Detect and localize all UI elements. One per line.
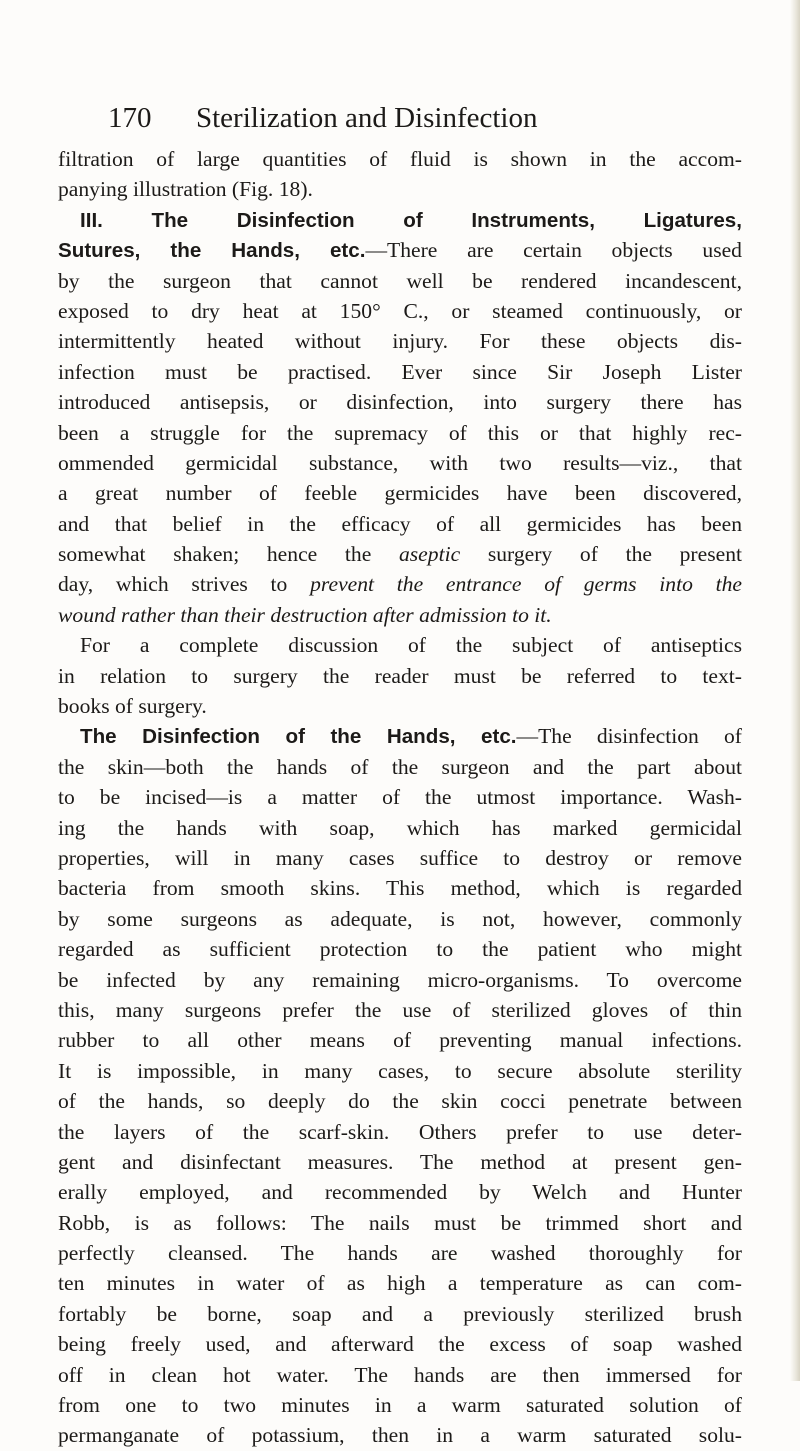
text-line — [58, 357, 742, 387]
text-line — [58, 1177, 742, 1207]
text-run: fortably be borne, soap and a previously sterilized brush — [58, 1301, 742, 1326]
text-line — [58, 752, 742, 782]
text-run: exposed to dry heat at 150° C., or steamed continuously, or — [58, 298, 742, 323]
text-run: be infected by any remaining micro-organisms. To overcome — [58, 967, 742, 992]
text-run: by the surgeon that cannot well be rendered incandescent, — [58, 268, 742, 293]
bold-heading: Sutures, the Hands, etc. — [58, 239, 366, 263]
text-run: from one to two minutes in a warm saturated solution of — [58, 1393, 742, 1418]
text-run: bacteria from smooth skins. This method, which is regarded — [58, 876, 742, 901]
text-line — [58, 1086, 742, 1116]
text-line — [58, 995, 742, 1025]
text-run: to be incised—is a matter of the utmost importance. Wash- — [58, 785, 742, 810]
text-run: regarded as sufficient protection to the patient who might — [58, 937, 742, 962]
text-line — [58, 235, 742, 265]
text-run: somewhat shaken; hence the — [58, 542, 399, 567]
text-line — [58, 1056, 742, 1086]
text-line — [58, 1268, 742, 1298]
page-header — [108, 98, 668, 138]
text-line — [58, 934, 742, 964]
text-run: permanganate of potassium, then in a warm saturated solu- — [58, 1423, 742, 1448]
text-run: ten minutes in water of as high a temperature as can com- — [58, 1271, 742, 1296]
text-run: surgery of the present — [460, 542, 742, 567]
text-run: erally employed, and recommended by Welch and Hunter — [58, 1180, 742, 1205]
page-number: 170 — [108, 102, 152, 134]
text-line — [58, 721, 742, 751]
text-line — [58, 539, 742, 569]
text-run: being freely used, and afterward the excess of soap washed — [58, 1332, 742, 1357]
text-line — [58, 1025, 742, 1055]
text-line — [58, 873, 742, 903]
text-line — [58, 266, 742, 296]
text-line — [58, 843, 742, 873]
italic-text: prevent the entrance of germs into the — [310, 572, 742, 597]
text-line — [58, 1420, 742, 1450]
text-run: a great number of feeble germicides have been discovered, — [58, 481, 742, 506]
text-run: in relation to surgery the reader must be referred to text- — [58, 663, 742, 688]
text-run: introduced antisepsis, or disinfection, into surgery there has — [58, 390, 742, 415]
text-line — [58, 1117, 742, 1147]
text-line — [58, 1147, 742, 1177]
text-line — [58, 418, 742, 448]
text-line — [58, 569, 742, 599]
text-run: this, many surgeons prefer the use of sterilized gloves of thin — [58, 997, 742, 1022]
text-line — [58, 205, 742, 235]
text-line — [58, 691, 742, 721]
text-line — [58, 1329, 742, 1359]
bold-heading: III. The Disinfection of Instruments, Ligatures, — [80, 208, 742, 232]
text-run: the layers of the scarf-skin. Others prefer to use deter- — [58, 1119, 742, 1144]
text-line — [58, 904, 742, 934]
text-line — [58, 478, 742, 508]
body-text — [58, 144, 742, 1451]
text-line — [58, 296, 742, 326]
text-line — [58, 1390, 742, 1420]
text-line — [58, 448, 742, 478]
text-run: books of surgery. — [58, 694, 207, 719]
text-run: ommended germicidal substance, with two results—viz., that — [58, 450, 742, 475]
text-line — [58, 630, 742, 660]
page-edge-shadow — [790, 0, 800, 1381]
running-title: Sterilization and Disinfection — [196, 102, 538, 134]
text-run: properties, will in many cases suffice to destroy or remove — [58, 845, 742, 870]
text-run: rubber to all other means of preventing manual infections. — [58, 1028, 742, 1053]
text-run: It is impossible, in many cases, to secure absolute sterility — [58, 1058, 742, 1083]
text-run: —The disinfection of — [516, 724, 742, 749]
text-line — [58, 1360, 742, 1390]
text-line — [58, 600, 742, 630]
text-line — [58, 387, 742, 417]
text-line — [58, 1238, 742, 1268]
text-line — [58, 813, 742, 843]
text-run: filtration of large quantities of fluid is shown in the accom- — [58, 147, 742, 171]
text-run: For a complete discussion of the subject of antiseptics — [80, 633, 742, 658]
text-line — [58, 509, 742, 539]
text-line — [58, 661, 742, 691]
text-line — [58, 144, 742, 174]
text-run: gent and disinfectant measures. The method at present gen- — [58, 1149, 742, 1174]
text-run: perfectly cleansed. The hands are washed thoroughly for — [58, 1241, 742, 1266]
text-run: intermittently heated without injury. For these objects dis- — [58, 329, 742, 354]
text-line — [58, 326, 742, 356]
text-line — [58, 782, 742, 812]
text-run: and that belief in the efficacy of all germicides has been — [58, 511, 742, 536]
text-run: infection must be practised. Ever since Sir Joseph Lister — [58, 359, 742, 384]
text-run: day, which strives to — [58, 572, 311, 597]
text-run: been a struggle for the supremacy of this or that highly rec- — [58, 420, 742, 445]
text-run: ing the hands with soap, which has marked germicidal — [58, 815, 742, 840]
text-line — [58, 1208, 742, 1238]
text-run: off in clean hot water. The hands are then immersed for — [58, 1362, 742, 1387]
italic-text: aseptic — [398, 542, 461, 567]
bold-heading: The Disinfection of the Hands, etc. — [80, 725, 517, 749]
text-run: the skin—both the hands of the surgeon and the part about — [58, 754, 742, 779]
text-run: —There are certain objects used — [365, 238, 742, 263]
text-line — [58, 174, 742, 204]
text-run: panying illustration (Fig. 18). — [58, 177, 313, 202]
text-line — [58, 1299, 742, 1329]
text-run: of the hands, so deeply do the skin cocci penetrate between — [58, 1089, 742, 1114]
text-run: by some surgeons as adequate, is not, however, commonly — [58, 906, 742, 931]
text-run: Robb, is as follows: The nails must be trimmed short and — [58, 1210, 742, 1235]
text-line — [58, 965, 742, 995]
italic-text: wound rather than their destruction after admission to it. — [58, 602, 552, 627]
